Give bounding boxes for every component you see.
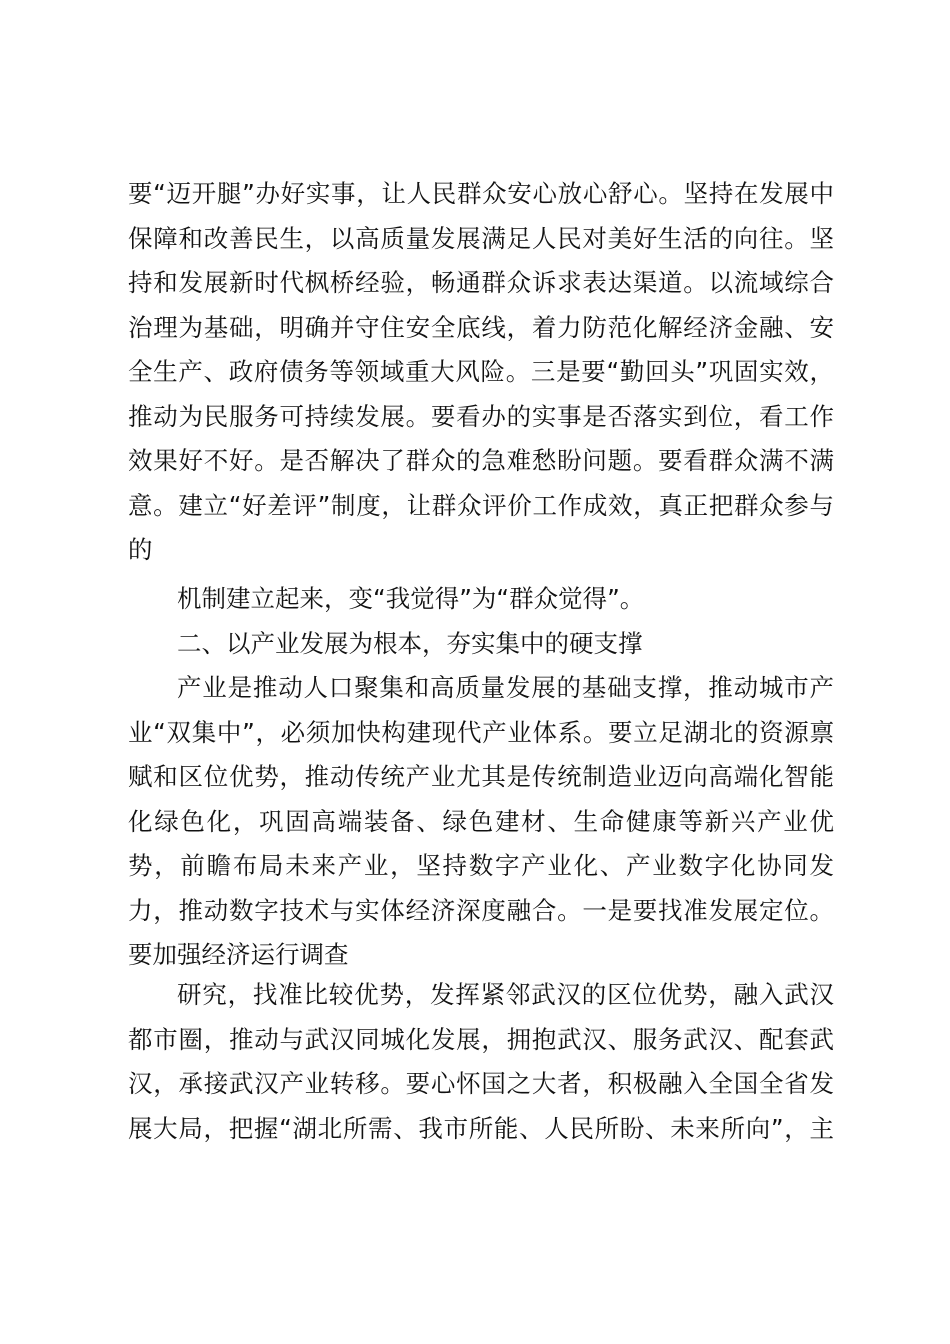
paragraph-line: 要“迈开腿”办好实事，让人民群众安心放心舒心。坚持在发展中 [128, 179, 834, 208]
paragraph-line: 都市圈，推动与武汉同城化发展，拥抱武汉、服务武汉、配套武 [128, 1024, 834, 1054]
document-body-top [128, 172, 834, 573]
paragraph-line: 的 [128, 535, 153, 564]
paragraph-line: 产业是推动人口聚集和高质量发展的基础支撑，推动城市产 [177, 673, 834, 702]
paragraph-line: 全生产、政府债务等领域重大风险。三是要“勤回头”巩固实效， [128, 357, 834, 386]
paragraph-line: 展大局，把握“湖北所需、我市所能、人民所盼、未来所向”，主 [128, 1113, 834, 1143]
paragraph-line: 汉，承接武汉产业转移。要心怀国之大者，积极融入全国全省发 [128, 1069, 834, 1098]
paragraph-line: 推动为民服务可持续发展。要看办的实事是否落实到位，看工作 [128, 401, 834, 431]
paragraph-line: 业“双集中”，必须加快构建现代产业体系。要立足湖北的资源禀 [128, 717, 834, 747]
document-body-bottom [128, 973, 834, 1151]
paragraph-line: 化绿色化，巩固高端装备、绿色建材、生命健康等新兴产业优 [128, 806, 834, 836]
paragraph-line: 力，推动数字技术与实体经济深度融合。一是要找准发展定位。 [128, 895, 834, 925]
paragraph-line: 意。建立“好差评”制度，让群众评价工作成效，真正把群众参与 [128, 490, 834, 520]
section-heading: 二、以产业发展为根本，夯实集中的硬支撑 [177, 628, 643, 658]
paragraph-line: 机制建立起来，变“我觉得”为“群众觉得”。 [177, 584, 645, 613]
paragraph-line: 要加强经济运行调查 [128, 940, 349, 969]
paragraph-line: 研究，找准比较优势，发挥紧邻武汉的区位优势，融入武汉 [177, 980, 834, 1009]
document-body-middle [128, 577, 834, 978]
paragraph-line: 赋和区位优势，推动传统产业尤其是传统制造业迈向高端化智能 [128, 762, 834, 791]
paragraph-line: 保障和改善民生，以高质量发展满足人民对美好生活的向往。坚 [128, 223, 834, 253]
paragraph-line: 治理为基础，明确并守住安全底线，着力防范化解经济金融、安 [128, 312, 834, 342]
paragraph-line: 势，前瞻布局未来产业，坚持数字产业化、产业数字化协同发 [128, 851, 834, 880]
paragraph-line: 效果好不好。是否解决了群众的急难愁盼问题。要看群众满不满 [128, 446, 834, 475]
paragraph-line: 持和发展新时代枫桥经验，畅通群众诉求表达渠道。以流域综合 [128, 268, 834, 297]
